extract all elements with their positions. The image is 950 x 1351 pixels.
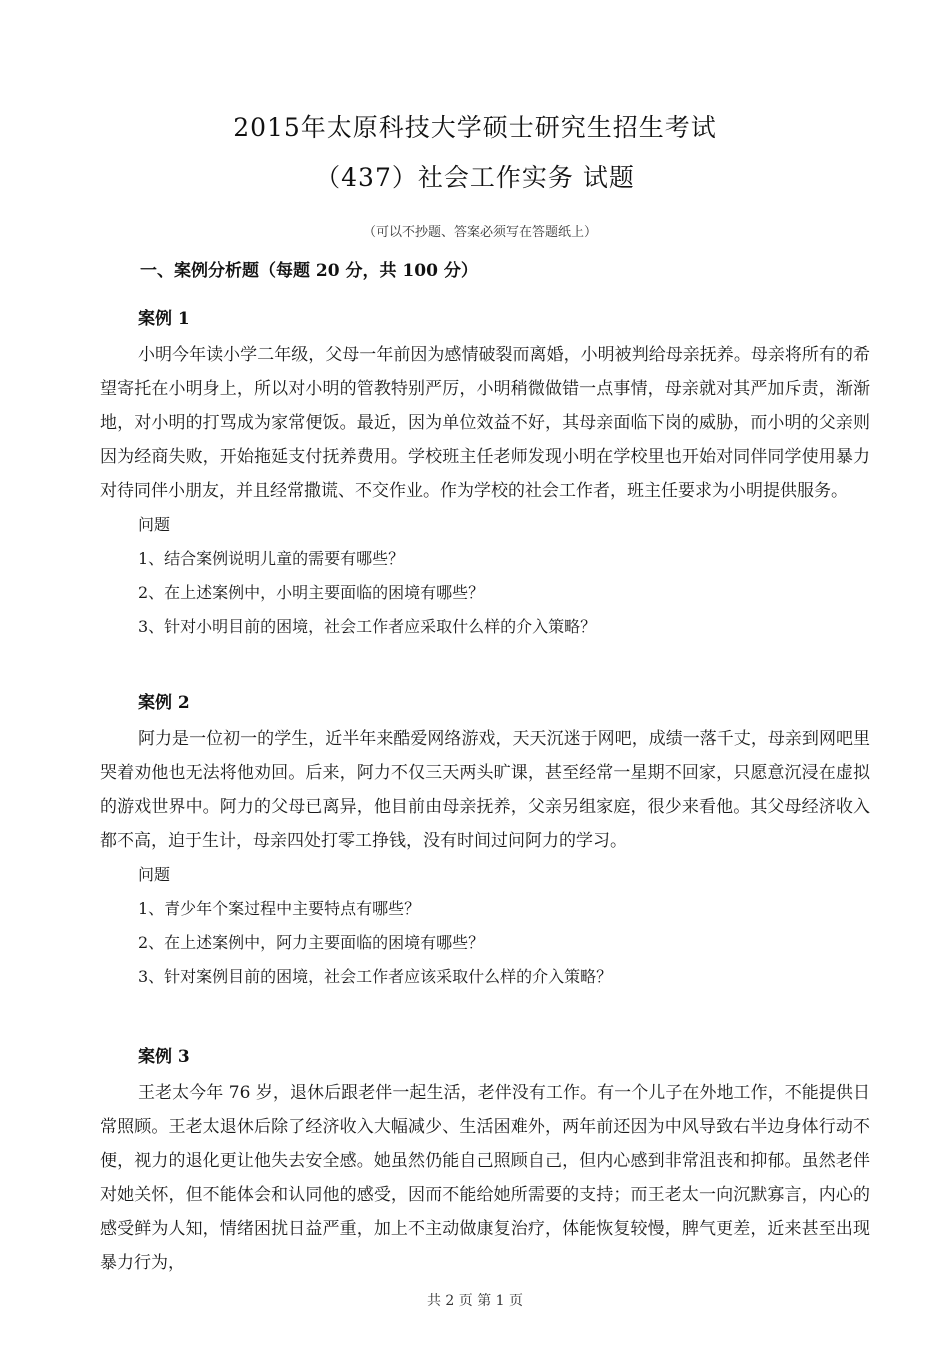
- case-2: [100, 688, 870, 994]
- exam-title: 2015年太原科技大学硕士研究生招生考试: [233, 113, 717, 142]
- case-1: [100, 304, 870, 644]
- case-2-paragraph: 阿力是一位初一的学生，近半年来酷爱网络游戏，天天沉迷于网吧，成绩一落千丈，母亲到网吧里哭着劝他也无法将他劝回。后来，阿力不仅三天两头旷课，甚至经常一星期不回家，只愿意沉浸在虚拟的游戏世界中。阿力的父母已离异，他目前由母亲抚养，父亲另组家庭，很少来看他。其父母经济收入都不高，迫于生计，母亲四处打零工挣钱，没有时间过问阿力的学习。: [100, 729, 870, 851]
- case-2-question-2: 2、在上述案例中，阿力主要面临的困境有哪些？: [138, 933, 485, 952]
- exam-subtitle: （437）社会工作实务 试题: [315, 163, 635, 192]
- exam-note: （可以不抄题、答案必须写在答题纸上）: [362, 225, 597, 240]
- case-2-question-1: 1、青少年个案过程中主要特点有哪些？: [138, 899, 421, 918]
- case-3-title: 案例 3: [138, 1047, 190, 1067]
- case-1-question-2: 2、在上述案例中，小明主要面临的困境有哪些？: [138, 583, 485, 602]
- page-footer: 共 2 页 第 1 页: [426, 1293, 524, 1309]
- case-3-paragraph: 王老太今年 76 岁，退休后跟老伴一起生活，老伴没有工作。有一个儿子在外地工作，不能提供日常照顾。王老太退休后除了经济收入大幅减少、生活困难外，两年前还因为中风导致右半边身体行动不便，视力的退化更让他失去安全感。她虽然仍能自己照顾自己，但内心感到非常沮丧和抑郁。虽然老伴对她关怀，但不能体会和认同他的感受，因而不能给她所需要的支持；而王老太一向沉默寡言，内心的感受鲜为人知，情绪困扰日益严重，加上不主动做康复治疗，体能恢复较慢，脾气更差，近来甚至出现暴力行为，: [100, 1083, 870, 1273]
- case-3: [100, 1042, 870, 1280]
- case-1-question-3: 3、针对小明目前的困境，社会工作者应采取什么样的介入策略？: [138, 617, 597, 636]
- case-2-question-3: 3、针对案例目前的困境，社会工作者应该采取什么样的介入策略？: [138, 967, 613, 986]
- case-2-title: 案例 2: [138, 693, 190, 713]
- case-1-question-1: 1、结合案例说明儿童的需要有哪些？: [138, 549, 405, 568]
- case-2-question-label: 问题: [138, 865, 171, 884]
- section-heading: 一、案例分析题（每题 20 分，共 100 分）: [140, 261, 478, 281]
- case-1-title: 案例 1: [138, 309, 190, 329]
- case-1-question-label: 问题: [138, 515, 171, 534]
- case-1-paragraph: 小明今年读小学二年级，父母一年前因为感情破裂而离婚，小明被判给母亲抚养。母亲将所有的希望寄托在小明身上，所以对小明的管教特别严厉，小明稍微做错一点事情，母亲就对其严加斥责，渐渐地，对小明的打骂成为家常便饭。最近，因为单位效益不好，其母亲面临下岗的威胁，而小明的父亲则因为经商失败，开始拖延支付抚养费用。学校班主任老师发现小明在学校里也开始对同伴同学使用暴力对待同伴小朋友，并且经常撒谎、不交作业。作为学校的社会工作者，班主任要求为小明提供服务。: [100, 345, 870, 501]
